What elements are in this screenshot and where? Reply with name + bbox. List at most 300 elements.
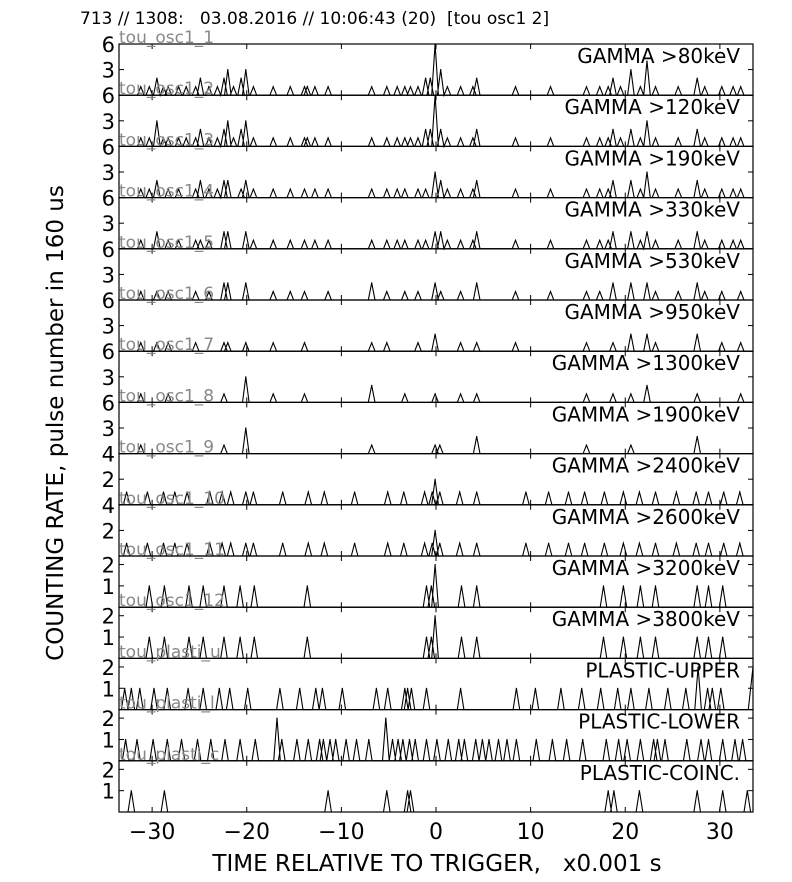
data-point — [646, 385, 647, 386]
data-point — [740, 342, 741, 343]
data-point — [426, 637, 427, 638]
data-point — [315, 688, 316, 689]
data-point — [655, 137, 656, 138]
channel-label: tou_plasti_l — [119, 693, 215, 714]
data-point — [426, 688, 427, 689]
data-point — [307, 637, 308, 638]
data-point — [431, 637, 432, 638]
data-point — [290, 189, 291, 190]
data-point — [397, 86, 398, 87]
data-point — [131, 790, 132, 791]
data-point — [640, 137, 641, 138]
data-point — [314, 240, 315, 241]
data-point — [733, 137, 734, 138]
data-point — [407, 688, 408, 689]
data-point — [296, 739, 297, 740]
data-point — [458, 739, 459, 740]
data-point — [515, 291, 516, 292]
data-point — [404, 240, 405, 241]
y-tick-label: 1 — [101, 626, 115, 651]
data-point — [426, 585, 427, 586]
data-point — [404, 393, 405, 394]
data-point — [240, 585, 241, 586]
data-point — [599, 240, 600, 241]
data-point — [328, 137, 329, 138]
data-point — [586, 189, 587, 190]
y-tick-label: 6 — [101, 340, 115, 365]
data-point — [387, 688, 388, 689]
data-point — [460, 393, 461, 394]
data-point — [608, 137, 609, 138]
data-point — [581, 688, 582, 689]
data-point — [328, 86, 329, 87]
data-point — [721, 86, 722, 87]
data-point — [620, 137, 621, 138]
data-point — [608, 240, 609, 241]
data-point — [612, 282, 613, 283]
data-point — [253, 86, 254, 87]
data-point — [435, 334, 436, 335]
data-point — [368, 739, 369, 740]
data-point — [612, 180, 613, 181]
data-point — [740, 240, 741, 241]
y-tick-label: 3 — [101, 109, 115, 134]
data-point — [740, 393, 741, 394]
data-point — [606, 739, 607, 740]
data-point — [273, 86, 274, 87]
data-point — [447, 189, 448, 190]
data-point — [440, 129, 441, 130]
data-point — [584, 491, 585, 492]
data-point — [697, 436, 698, 437]
data-point — [630, 445, 631, 446]
data-point — [273, 240, 274, 241]
data-point — [603, 637, 604, 638]
data-point — [586, 291, 587, 292]
data-point — [667, 688, 668, 689]
data-point — [131, 688, 132, 689]
data-point — [290, 86, 291, 87]
data-point — [600, 688, 601, 689]
data-point — [704, 137, 705, 138]
data-point — [188, 688, 189, 689]
data-point — [439, 445, 440, 446]
data-point — [273, 137, 274, 138]
x-tick-label: −10 — [318, 820, 365, 845]
data-point — [655, 491, 656, 492]
panel-label: GAMMA >190keV — [564, 146, 740, 171]
y-tick-label: 6 — [101, 391, 115, 416]
data-point — [167, 688, 168, 689]
data-point — [664, 739, 665, 740]
data-point — [386, 240, 387, 241]
data-point — [398, 739, 399, 740]
chart-header: 713 // 1308: 03.08.2016 // 10:06:43 (20) [tou osc1 2] — [80, 9, 550, 29]
data-point — [515, 240, 516, 241]
data-point — [655, 637, 656, 638]
data-point — [584, 543, 585, 544]
data-point — [253, 491, 254, 492]
data-point — [461, 585, 462, 586]
data-point — [704, 86, 705, 87]
data-point — [227, 342, 228, 343]
data-point — [386, 137, 387, 138]
data-point — [655, 342, 656, 343]
data-point — [612, 342, 613, 343]
data-point — [307, 137, 308, 138]
data-point — [125, 739, 126, 740]
data-point — [439, 543, 440, 544]
data-point — [426, 739, 427, 740]
data-point — [459, 543, 460, 544]
data-point — [646, 231, 647, 232]
data-point — [447, 86, 448, 87]
data-point — [476, 543, 477, 544]
data-point — [253, 543, 254, 544]
data-point — [678, 189, 679, 190]
data-point — [273, 291, 274, 292]
x-tick-label: 10 — [516, 820, 545, 845]
data-point — [655, 585, 656, 586]
panel-label: GAMMA >1900keV — [551, 402, 740, 427]
panel-label: GAMMA >3200keV — [551, 556, 740, 580]
data-point — [324, 491, 325, 492]
data-point — [431, 585, 432, 586]
data-point — [685, 688, 686, 689]
data-point — [568, 543, 569, 544]
data-point — [586, 240, 587, 241]
y-tick-label: 6 — [101, 135, 115, 160]
data-point — [608, 790, 609, 791]
data-point — [245, 120, 246, 121]
data-point — [460, 137, 461, 138]
data-point — [435, 393, 436, 394]
data-point — [498, 739, 499, 740]
data-point — [708, 739, 709, 740]
data-point — [697, 334, 698, 335]
data-point — [371, 342, 372, 343]
data-point — [411, 688, 412, 689]
data-point — [304, 240, 305, 241]
data-point — [164, 585, 165, 586]
data-point — [608, 189, 609, 190]
panel-label: GAMMA >80keV — [577, 44, 740, 68]
data-point — [516, 688, 517, 689]
data-point — [476, 231, 477, 232]
data-point — [417, 342, 418, 343]
y-tick-label: 2 — [101, 519, 115, 544]
data-point — [476, 585, 477, 586]
data-point — [707, 688, 708, 689]
panel-label: GAMMA >530keV — [564, 248, 740, 273]
data-point — [440, 69, 441, 70]
data-point — [223, 78, 224, 79]
data-point — [640, 585, 641, 586]
data-point — [697, 790, 698, 791]
channel-label: tou_osc1_2 — [119, 79, 215, 100]
data-point — [550, 240, 551, 241]
data-point — [721, 342, 722, 343]
channel-label: tou_osc1_11 — [119, 540, 225, 560]
data-point — [678, 240, 679, 241]
data-point — [476, 180, 477, 181]
data-point — [655, 543, 656, 544]
data-point — [612, 231, 613, 232]
data-point — [227, 282, 228, 283]
data-point — [599, 86, 600, 87]
data-point — [460, 189, 461, 190]
data-point — [696, 543, 697, 544]
data-point — [697, 282, 698, 283]
data-point — [476, 393, 477, 394]
data-point — [354, 543, 355, 544]
data-point — [604, 491, 605, 492]
data-point — [276, 718, 277, 719]
data-point — [227, 231, 228, 232]
data-point — [722, 585, 723, 586]
data-point — [136, 739, 137, 740]
data-point — [299, 688, 300, 689]
data-point — [402, 739, 403, 740]
data-point — [476, 491, 477, 492]
data-point — [604, 543, 605, 544]
data-point — [599, 137, 600, 138]
channel-label: tou_plasti_c — [119, 744, 220, 765]
y-tick-label: 4 — [101, 442, 115, 467]
channel-label: tou_plasti_u — [119, 642, 221, 663]
data-point — [550, 189, 551, 190]
data-point — [255, 739, 256, 740]
y-tick-label: 1 — [101, 728, 115, 753]
channel-label: tou_osc1_1 — [119, 28, 215, 48]
data-point — [678, 291, 679, 292]
data-point — [708, 637, 709, 638]
data-point — [328, 189, 329, 190]
channel-label: tou_osc1_5 — [119, 232, 215, 253]
data-point — [245, 491, 246, 492]
data-point — [721, 189, 722, 190]
data-point — [472, 137, 473, 138]
data-point — [640, 189, 641, 190]
data-point — [233, 86, 234, 87]
data-point — [435, 564, 436, 565]
data-point — [623, 637, 624, 638]
data-point — [435, 530, 436, 531]
y-tick-label: 3 — [101, 212, 115, 237]
data-point — [403, 543, 404, 544]
data-point — [464, 739, 465, 740]
channel-label: tou_osc1_9 — [119, 437, 215, 458]
data-point — [739, 543, 740, 544]
data-point — [472, 189, 473, 190]
data-point — [404, 86, 405, 87]
data-point — [308, 491, 309, 492]
panel-label: PLASTIC-UPPER — [585, 658, 740, 683]
data-point — [550, 86, 551, 87]
data-point — [371, 240, 372, 241]
panel-label: GAMMA >2600keV — [551, 504, 740, 529]
data-point — [371, 86, 372, 87]
panel-label: GAMMA >950keV — [564, 300, 740, 324]
y-tick-label: 3 — [101, 417, 115, 441]
data-point — [560, 688, 561, 689]
data-point — [203, 688, 204, 689]
data-point — [623, 543, 624, 544]
data-point — [686, 739, 687, 740]
panel-label: GAMMA >330keV — [564, 197, 740, 222]
data-point — [640, 637, 641, 638]
data-point — [164, 790, 165, 791]
data-point — [430, 78, 431, 79]
data-point — [233, 137, 234, 138]
data-point — [476, 342, 477, 343]
data-point — [188, 585, 189, 586]
data-point — [404, 189, 405, 190]
data-point — [700, 739, 701, 740]
data-point — [290, 291, 291, 292]
data-point — [586, 86, 587, 87]
data-point — [435, 231, 436, 232]
data-point — [747, 790, 748, 791]
data-point — [314, 189, 315, 190]
data-point — [245, 69, 246, 70]
data-point — [655, 189, 656, 190]
data-point — [733, 86, 734, 87]
data-point — [227, 120, 228, 121]
data-point — [223, 231, 224, 232]
data-point — [307, 585, 308, 586]
data-point — [646, 334, 647, 335]
data-point — [376, 688, 377, 689]
data-point — [697, 129, 698, 130]
data-point — [371, 137, 372, 138]
data-point — [346, 739, 347, 740]
data-point — [612, 393, 613, 394]
y-tick-label: 6 — [101, 289, 115, 313]
data-point — [439, 491, 440, 492]
data-point — [722, 790, 723, 791]
data-point — [630, 129, 631, 130]
data-point — [476, 282, 477, 283]
data-point — [599, 189, 600, 190]
data-point — [223, 445, 224, 446]
data-point — [678, 137, 679, 138]
data-point — [304, 86, 305, 87]
data-point — [721, 240, 722, 241]
data-point — [704, 291, 705, 292]
data-point — [704, 240, 705, 241]
data-point — [404, 291, 405, 292]
data-point — [397, 240, 398, 241]
x-tick-label: −20 — [223, 820, 270, 845]
data-point — [733, 240, 734, 241]
data-point — [241, 129, 242, 130]
data-point — [417, 291, 418, 292]
data-point — [550, 137, 551, 138]
data-point — [515, 189, 516, 190]
data-point — [223, 637, 224, 638]
channel-label: tou_osc1_10 — [119, 488, 225, 509]
data-point — [245, 543, 246, 544]
data-point — [371, 385, 372, 386]
data-point — [253, 189, 254, 190]
data-point — [387, 543, 388, 544]
data-point — [397, 189, 398, 190]
data-point — [203, 585, 204, 586]
data-point — [676, 543, 677, 544]
data-point — [627, 739, 628, 740]
data-point — [613, 790, 614, 791]
data-point — [308, 543, 309, 544]
data-point — [440, 180, 441, 181]
data-point — [314, 86, 315, 87]
data-point — [721, 137, 722, 138]
y-tick-label: 3 — [101, 161, 115, 185]
data-point — [371, 282, 372, 283]
data-point — [397, 137, 398, 138]
data-point — [417, 137, 418, 138]
data-point — [639, 790, 640, 791]
y-tick-label: 2 — [101, 468, 115, 493]
data-point — [240, 739, 241, 740]
data-point — [461, 637, 462, 638]
data-point — [245, 231, 246, 232]
data-point — [697, 231, 698, 232]
data-point — [620, 86, 621, 87]
data-point — [612, 78, 613, 79]
data-point — [254, 637, 255, 638]
data-point — [525, 491, 526, 492]
data-point — [708, 543, 709, 544]
channel-label: tou_osc1_12 — [119, 591, 225, 612]
channel-label: tou_osc1_6 — [119, 284, 215, 304]
data-point — [435, 282, 436, 283]
data-point — [281, 739, 282, 740]
data-point — [304, 393, 305, 394]
data-point — [254, 585, 255, 586]
data-point — [217, 137, 218, 138]
y-tick-label: 6 — [101, 186, 115, 211]
data-point — [273, 342, 274, 343]
data-point — [164, 637, 165, 638]
data-point — [476, 78, 477, 79]
data-point — [617, 688, 618, 689]
data-point — [435, 479, 436, 480]
data-point — [740, 137, 741, 138]
data-point — [646, 282, 647, 283]
data-point — [329, 739, 330, 740]
channel-label: tou_osc1_7 — [119, 335, 215, 356]
y-tick-label: 2 — [101, 655, 115, 680]
data-point — [722, 637, 723, 638]
data-point — [387, 491, 388, 492]
data-point — [290, 137, 291, 138]
y-tick-label: 3 — [101, 263, 115, 288]
data-point — [506, 739, 507, 740]
data-point — [618, 739, 619, 740]
data-point — [304, 137, 305, 138]
data-point — [227, 69, 228, 70]
data-point — [653, 739, 654, 740]
data-point — [386, 342, 387, 343]
data-point — [210, 739, 211, 740]
data-point — [386, 291, 387, 292]
data-point — [404, 137, 405, 138]
data-point — [476, 129, 477, 130]
panel-label: PLASTIC-LOWER — [578, 709, 740, 734]
data-point — [435, 445, 436, 446]
data-point — [307, 86, 308, 87]
